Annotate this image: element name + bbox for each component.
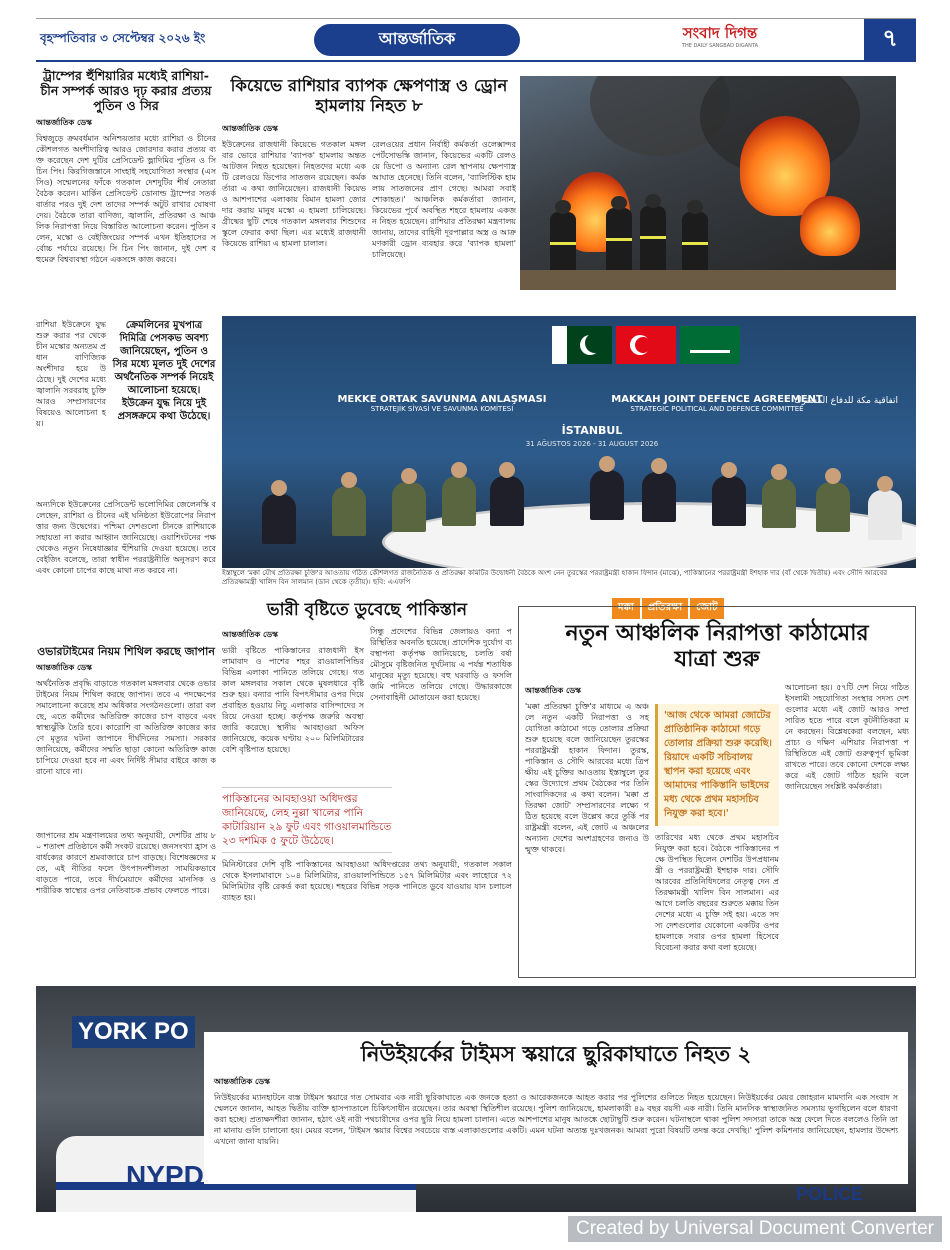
article-headline: কিয়েভে রাশিয়ার ব্যাপক ক্ষেপণাস্ত্র ও ড্রোন হামলায় নিহত ৮ bbox=[230, 76, 508, 115]
article-body: ইউক্রেনের রাজধানী কিয়েভে গতকাল মঙ্গলবার ভোরে রাশিয়ার 'ব্যাপক' হামলায় অন্তত আটজন নিহত হয়েছেন। নিহতদের মধ্যে একটি রেলওয়ে ডিপোর সাতজন রয়েছেন। কর্মকর্তারা এ কথা জানিয়েছেন। রাজধানী কিয়েভ ও আশপাশের এলাকায় বিমান হামলা জোরদার করায় মানুষ মস্কো এ হামলা চালিয়েছে। গ্রীষ্মের ছুটি শেষে গতকাল মঙ্গলবার শিশুদের স্কুলে ফেরার কথা ছিল। এর মধ্যেই রাজধানী কিয়েভে রাশিয়া এ হামলা চালাল। bbox=[222, 139, 366, 248]
nypd-photo bbox=[36, 986, 916, 1212]
article-body: 'মক্কা প্রতিরক্ষা চুক্তি'র মাধ্যমে এ অঞ্চলে নতুন একটি নিরাপত্তা ও সহযোগিতা কাঠামো গড়ে তোলার প্রক্রিয়া শুরু হয়েছে বলে জানিয়েছেন তুরস্কের পররাষ্ট্রমন্ত্রী হাকান ফিদান। তুরস্ক, পাকিস্তান ও সৌদি আরবের মধ্যে ত্রিপক্ষীয় এই চুক্তির আওতায় ইস্তাম্বুলে তুরস্কের উদ্যোগে প্রথম বৈঠকের পর তিনি সাংবাদিকদের এ কথা বলেন। 'মক্কা প্রতিরক্ষা জোট' সম্প্রসারণের লক্ষ্যে গঠিত হয়েছে বলে উল্লেখ করে তুর্কি পররাষ্ট্রমন্ত্রী বলেন, এই জোট এ অঞ্চলের অন্যান্য দেশের অংশগ্রহণের জন্যও উন্মুক্ত থাকবে। bbox=[525, 701, 649, 854]
pull-quote: পাকিস্তানের আবহাওয়া অধিদপ্তর জানিয়েছে, লেহ নুল্লা খালের পানি কাটারিয়ান ২৯ ফুট এবং গাওয়ালমান্ডিতে ২৩ দশমিক ৫ ফুটে উঠেছে। bbox=[222, 787, 392, 853]
banner-city: İSTANBUL bbox=[561, 424, 623, 437]
article-defence bbox=[518, 606, 916, 978]
banner-turkish: MEKKE ORTAK SAVUNMA ANLAŞMASI bbox=[337, 394, 547, 405]
article-byline: আন্তর্জাতিক ডেস্ক bbox=[525, 685, 581, 695]
article-headline: ট্রাম্পের হুঁশিয়ারির মধ্যেই রাশিয়া-চীন সম্পর্ক আরও দৃঢ় করার প্রত্যয় পুতিন ও সির bbox=[40, 68, 212, 113]
article-body-2: রেলওয়ের প্রধান নির্বাহী কর্মকর্তা ওলেক্সান্দর পের্টসোভস্কি জানান, কিয়েভের একটি রেলওয়ে ডিপো ও অন্যান্য রেল স্থাপনায় ক্ষেপণাস্ত্র আঘাত হেনেছে। তিনি বলেন, 'ব্যালিস্টিক হামলায় সাতজনের প্রাণ গেছে। আমরা সবাই শোকাহত।' আঞ্চলিক কর্মকর্তারা জানান, কিয়েভের পূর্বে অবস্থিত শহরে হামলায় একজন নিহত হয়েছেন। রাশিয়ার প্রতিরক্ষা মন্ত্রণালয় জানায়, তাদের বাহিনী দূরপাল্লার অস্ত্র ও আক্রমণকারী ড্রোন ব্যবহার করে 'ব্যাপক হামলা' চালিয়েছে। bbox=[372, 139, 516, 259]
article-body-3: আলোচনা হয়। ৫৭টি দেশ নিয়ে গঠিত ইসলামী সহযোগিতা সংস্থার সদস্য দেশগুলোর মধ্যে এই জোট আরও সম্প্রসারিত হতে পারে বলে কূটনীতিকরা মনে করছেন। বিশ্লেষকেরা বলছেন, মধ্যপ্রাচ্য ও দক্ষিণ এশিয়ার নিরাপত্তা পরিস্থিতিতে এই জোট গুরুত্বপূর্ণ ভূমিকা রাখতে পারে। তবে কোনো দেশকে লক্ষ্য করে এই জোট গঠিত হয়নি বলে জানিয়েছেন সংশ্লিষ্ট কর্মকর্তারা। bbox=[785, 682, 909, 791]
banner-arabic: اتفاقية مكة للدفاع المشترك bbox=[794, 396, 898, 406]
police-text: POLICE bbox=[796, 1184, 864, 1204]
article-body: ভারী বৃষ্টিতে পাকিস্তানের রাজধানী ইসলামাবাদ ও পাশের শহর রাওয়ালপিন্ডির বিভিন্ন এলাকা পানিতে তলিয়ে গেছে। গতকাল মঙ্গলবার সকাল থেকে মুষলধারে বৃষ্টি শুরু হয়। বন্যার পানি বিপৎসীমার ওপর দিয়ে প্রবাহিত হওয়ায় নিচু এলাকার বাসিন্দাদের সরিয়ে নেওয়া হচ্ছে। কর্তৃপক্ষ জরুরি অবস্থা জারি করেছে। স্থানীয় আবহাওয়া অফিস জানিয়েছে, কয়েক ঘণ্টায় ২০০ মিলিমিটারের বেশি বৃষ্টিপাত হয়েছে। bbox=[222, 646, 364, 755]
delegate-figure bbox=[392, 482, 426, 532]
fire-photo bbox=[520, 76, 896, 290]
article-headline: ভারী বৃষ্টিতে ডুবেছে পাকিস্তান bbox=[266, 600, 468, 620]
pakistan-flag bbox=[552, 326, 612, 364]
turkey-flag bbox=[616, 326, 676, 364]
masthead bbox=[36, 18, 916, 62]
article-body-2: সিন্ধু প্রদেশের বিভিন্ন জেলায়ও বন্যা পরিস্থিতির অবনতি হয়েছে। প্রাদেশিক দুর্যোগ ব্যবস্থাপনা কর্তৃপক্ষ জানিয়েছে, চলতি বর্ষা মৌসুমে বৃষ্টিজনিত দুর্ঘটনায় এ পর্যন্ত শতাধিক মানুষের মৃত্যু হয়েছে। বহু ঘরবাড়ি ও ফসলি জমি পানিতে তলিয়ে গেছে। উদ্ধারকাজে সেনাবাহিনী মোতায়েন করা হয়েছে। bbox=[370, 627, 512, 703]
banner-english: MAKKAH JOINT DEFENCE AGREEMENT bbox=[611, 394, 823, 405]
logo-name: সংবাদ দিগন্ত bbox=[682, 23, 758, 42]
article-byline: আন্তর্জাতিক ডেস্ক bbox=[36, 118, 92, 127]
nypd-text: NYPD bbox=[126, 1160, 204, 1191]
article-byline: আন্তর্জাতিক ডেস্ক bbox=[222, 630, 278, 640]
article-body-narrow: রাশিয়া ইউক্রেনে যুদ্ধ শুরু করার পর থেকে চীন মস্কোর অন্যতম প্রধান বাণিজ্যিক অংশীদার হয়ে উঠেছে। দুই দেশের মধ্যে জ্বালানি সরবরাহ চুক্তি আরও সম্প্রসারণের বিষয়েও আলোচনা হয়। bbox=[36, 320, 106, 428]
delegate-figure bbox=[442, 476, 476, 526]
delegate-figure bbox=[262, 494, 296, 544]
delegate-figure bbox=[868, 490, 902, 540]
article-body: বিশ্বজুড়ে ক্রমবর্ধমান অনিশ্চয়তার মধ্যে রাশিয়া ও চীনের কৌশলগত অংশীদারিত্ব আরও জোরদার করার প্রত্যয় ব্যক্ত করেছেন দেশ দুটির প্রেসিডেন্ট ভ্লাদিমির পুতিন ও সি চিন পিং। কিরগিজস্তানে সাংহাই সহযোগিতা সংস্থার (এসসিও) সম্মেলনের ফাঁকে গতকাল দেশদুটির শীর্ষ নেতারা বৈঠক করেন। মার্কিন প্রেসিডেন্ট ডোনাল্ড ট্রাম্পের সতর্কবার্তার পরও দুই দেশ তাদের সম্পর্ক অটুট রাখার ঘোষণা দেয়। বৈঠকে তারা বাণিজ্য, জ্বালানি, প্রতিরক্ষা ও আঞ্চলিক নিরাপত্তা নিয়ে বিস্তারিত আলোচনা করেন। পুতিন বলেন, মস্কো ও বেইজিংয়ের সম্পর্ক এখন ইতিহাসের সর্বোচ্চ পর্যায়ে রয়েছে। সি চিন পিং জানান, দুই দেশ বহুমেরু বিশ্বব্যবস্থা গঠনে একসঙ্গে কাজ করবে। bbox=[36, 134, 216, 264]
pull-quote: ক্রেমলিনের মুখপাত্র দিমিত্রি পেসকভ অবশ্য জানিয়েছেন, পুতিন ও সির মধ্যে মূলত দুই দেশের অর্থনৈতিক সম্পর্ক নিয়েই আলোচনা হয়েছে। ইউক্রেন যুদ্ধ নিয়ে দুই প্রসঙ্গক্রমে কথা উঠেছে। bbox=[112, 320, 216, 422]
article-kyiv bbox=[222, 68, 516, 294]
newspaper-logo bbox=[670, 24, 770, 56]
page-number: ৭ bbox=[864, 19, 916, 61]
photo-caption: ইস্তাম্বুলে 'মক্কা যৌথ প্রতিরক্ষা চুক্তি'র আওতায় গঠিত কৌশলগত রাজনৈতিক ও প্রতিরক্ষা কমিটির উদ্বোধনী বৈঠকে অংশ নেন তুরস্কের পররাষ্ট্রমন্ত্রী হাকান ফিদান (মাঝে), পাকিস্তানের পররাষ্ট্রমন্ত্রী ইশহাক দার (বাঁ থেকে দ্বিতীয়) এবং সৌদি আরবের প্রতিরক্ষামন্ত্রী খালিদ বিন সালমান (ডান থেকে তৃতীয়)। ছবি: এএফপি bbox=[222, 569, 888, 586]
delegate-figure bbox=[490, 476, 524, 526]
article-body-2: জাপানের শ্রম মন্ত্রণালয়ের তথ্য অনুযায়ী, দেশটির প্রায় ৮০ শতাংশ প্রতিষ্ঠানে কর্মী সংকট রয়েছে। জনসংখ্যা হ্রাস ও বার্ধক্যের কারণে শ্রমবাজারে চাপ বাড়ছে। বিশেষজ্ঞদের মতে, এই নীতির ফলে উৎপাদনশীলতা সাময়িকভাবে বাড়তে পারে, তবে দীর্ঘমেয়াদে কর্মীদের মানসিক ও শারীরিক স্বাস্থ্যের ওপর নেতিবাচক প্রভাব ফেলতে পারে। bbox=[36, 831, 216, 896]
store-sign: YORK PO bbox=[72, 1016, 195, 1048]
article-headline: ওভারটাইমের নিয়ম শিথিল করছে জাপান bbox=[37, 645, 215, 658]
converter-watermark: Created by Universal Document Converter bbox=[568, 1216, 942, 1242]
saudi-flag bbox=[680, 326, 740, 364]
pull-quote: 'আজ থেকে আমরা জোটের প্রাতিষ্ঠানিক কাঠামো গড়ে তোলার প্রক্রিয়া শুরু করেছি। রিয়াদে একটি সচিবালয় স্থাপন করা হয়েছে এবং আমাদের পাকিস্তানি ভাইদের মধ্য থেকে প্রথম মহাসচিব নিযুক্ত করা হবে।' bbox=[655, 704, 779, 826]
topic-tag: জোট bbox=[690, 598, 723, 619]
delegate-figure bbox=[590, 470, 624, 520]
delegate-figure bbox=[816, 482, 850, 532]
section-title: আন্তর্জাতিক bbox=[314, 24, 520, 56]
article-body: নিউইয়র্কের ম্যানহাটনে ব্যস্ত টাইমস স্কয়ারে গত সোমবার এক নারী ছুরিকাঘাতে এক জনকে হত্যা ও আরেকজনকে আহত করার পর পুলিশের গুলিতে নিহত হয়েছেন। নিউইয়র্কের মেয়র জোহরান মামদানি এক সংবাদ সম্মেলনে জানান, আহত দ্বিতীয় ব্যক্তি হাসপাতালে চিকিৎসাধীন রয়েছেন। তার অবস্থা স্থিতিশীল রয়েছে। পুলিশ জানিয়েছে, হামলাকারী ৪৯ বছর বয়সী এক নারী। তিনি মানসিক স্বাস্থ্যজনিত সমস্যায় ভুগছিলেন বলে ধারণা করা হচ্ছে। প্রত্যক্ষদর্শীরা জানান, হঠাৎ ওই নারী পথচারীদের ওপর ছুরি নিয়ে হামলা চালান। এতে আশপাশের মানুষ আতঙ্কে ছোটাছুটি শুরু করেন। ঘটনাস্থলে থাকা পুলিশ সদস্যরা তাকে অস্ত্র ফেলে দিতে বললেও তিনি তা না মানায় গুলি চালানো হয়। মেয়র বলেন, 'টাইমস স্কয়ার বিশ্বের সবচেয়ে ব্যস্ত এলাকাগুলোর একটি। এমন ঘটনা অত্যন্ত দুঃখজনক। আমরা পুরো বিষয়টি তদন্ত করে দেখছি।' পুলিশ কমিশনার জানিয়েছেন, হামলার উদ্দেশ্য এখনো জানা যায়নি। bbox=[214, 1093, 898, 1147]
article-headline: নতুন আঞ্চলিক নিরাপত্তা কাঠামোর যাত্রা শুরু bbox=[565, 621, 869, 673]
logo-subtitle: THE DAILY SANGBAD DIGANTA bbox=[681, 42, 759, 49]
article-russia-china bbox=[36, 68, 216, 640]
topic-tag: প্রতিরক্ষা bbox=[642, 598, 688, 619]
delegate-figure bbox=[642, 472, 676, 522]
delegate-figure bbox=[712, 476, 746, 526]
article-body-2: তারিখের মধ্য থেকে প্রথম মহাসচিব নিযুক্ত করা হবে। বৈঠকে পাকিস্তানের পক্ষে উপস্থিত ছিলেন দেশটির উপপ্রধানমন্ত্রী ও পররাষ্ট্রমন্ত্রী ইশহাক দার। সৌদি আরবের প্রতিনিধিদলের নেতৃত্ব দেন প্রতিরক্ষামন্ত্রী খালিদ বিন সালমান। এর আগে চলতি বছরের শুরুতে মক্কায় তিন দেশের মধ্যে এ চুক্তি সই হয়। এতে সদস্য দেশগুলোর যেকোনো একটির ওপর হামলাকে সবার ওপর হামলা হিসেবে বিবেচনা করার কথা বলা হয়েছে। bbox=[655, 832, 779, 952]
banner-dates: 31 AĞUSTOS 2026 - 31 AUGUST 2026 bbox=[525, 440, 659, 448]
article-nyc bbox=[204, 1032, 908, 1184]
article-byline: আন্তর্জাতিক ডেস্ক bbox=[222, 123, 278, 133]
article-pakistan-rain bbox=[222, 596, 512, 976]
article-body: অর্থনৈতিক প্রবৃদ্ধি বাড়াতে গতকাল মঙ্গলবার থেকে ওভারটাইমের নিয়ম শিথিল করছে জাপান। তবে এ পদক্ষেপের সমালোচনা করেছে শ্রম অধিকার সংগঠনগুলো। তারা বলছে, এতে কর্মীদের অতিরিক্ত কাজের চাপ বাড়বে এবং স্বাস্থ্যঝুঁকি তৈরি হবে। কারোশি বা অতিরিক্ত কাজের কারণে মৃত্যুর ঘটনা জাপানে দীর্ঘদিনের সমস্যা। সরকার জানিয়েছে, কর্মীদের সম্মতি ছাড়া কোনো অতিরিক্ত কাজ চাপিয়ে দেওয়া হবে না এবং নির্দিষ্ট সীমার বাইরে কাজ করানো যাবে না। bbox=[36, 679, 216, 777]
article-byline: আন্তর্জাতিক ডেস্ক bbox=[36, 663, 92, 673]
article-byline: আন্তর্জাতিক ডেস্ক bbox=[214, 1077, 270, 1087]
banner-turkish-sub: STRATEJİK SİYASİ VE SAVUNMA KOMİTESİ bbox=[370, 405, 514, 413]
article-body-continued: অন্যদিকে ইউক্রেনের প্রেসিডেন্ট ভলোদিমির জেলেনস্কি বলেছেন, রাশিয়া ও চীনের এই ঘনিষ্ঠতা ইউরোপের নিরাপত্তার জন্য উদ্বেগের। পশ্চিমা দেশগুলো চীনকে রাশিয়াকে সহায়তা না করার আহ্বান জানিয়েছে। ওয়াশিংটনের পক্ষ থেকেও নতুন নিষেধাজ্ঞার হুঁশিয়ারি দেওয়া হয়েছে। তবে বেইজিং বলেছে, তারা স্বাধীন পররাষ্ট্রনীতি অনুসরণ করে এবং কোনো চাপের কাছে মাথা নত করবে না। bbox=[36, 500, 216, 575]
article-japan bbox=[36, 645, 216, 975]
meeting-photo bbox=[222, 316, 916, 568]
issue-date: বৃহস্পতিবার ৩ সেপ্টেম্বর ২০২৬ ইং bbox=[40, 30, 206, 45]
topic-tag: মক্কা bbox=[612, 598, 640, 619]
flame-shape bbox=[800, 196, 860, 256]
banner-english-sub: STRATEGIC POLITICAL AND DEFENCE COMMITTEE bbox=[630, 405, 804, 413]
article-body-3: মিনিস্টারের দেশি বৃষ্টি পাকিস্তানের আবহাওয়া অধিদপ্তরের তথ্য অনুযায়ী, গতকাল সকাল থেকে ইসলামাবাদে ১০৪ মিলিমিটার, রাওয়ালপিন্ডিতে ১৫৭ মিলিমিটার এবং লাহোরে ৭২ মিলিমিটার বৃষ্টি রেকর্ড করা হয়েছে। শহরের বিভিন্ন সড়ক পানিতে ডুবে যাওয়ায় যান চলাচল ব্যাহত হয়। bbox=[222, 860, 512, 903]
delegate-figure bbox=[332, 486, 366, 536]
article-headline: নিউইয়র্কের টাইমস স্কয়ারে ছুরিকাঘাতে নিহত ২ bbox=[360, 1042, 752, 1066]
delegate-figure bbox=[762, 478, 796, 528]
firefighter-figure bbox=[640, 206, 666, 278]
